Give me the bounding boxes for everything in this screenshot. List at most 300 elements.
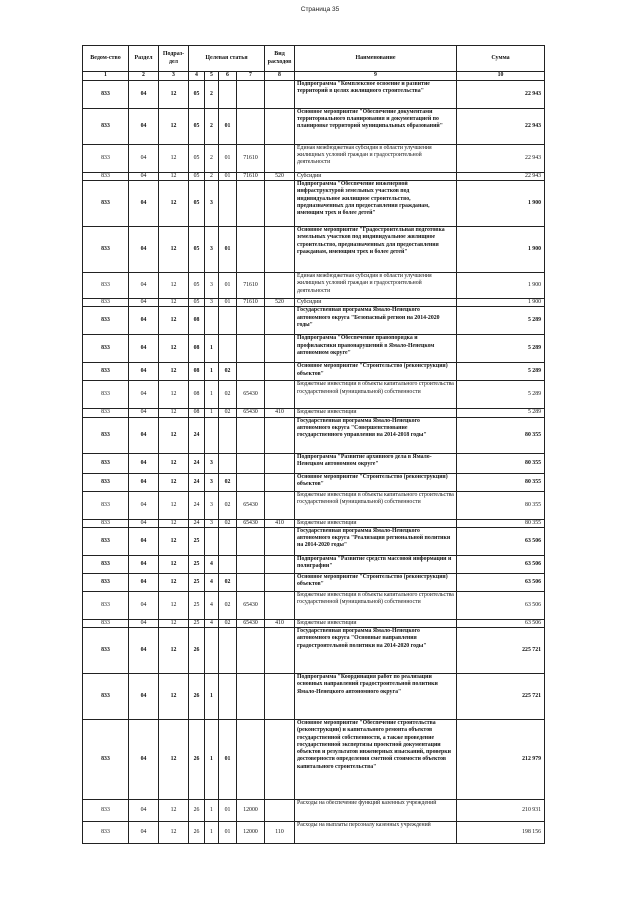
podrazdel-cell: 12 bbox=[159, 417, 189, 453]
ved-cell: 833 bbox=[83, 273, 129, 299]
event-code-cell: 02 bbox=[219, 591, 237, 619]
expense-type-cell bbox=[265, 81, 295, 109]
program-code-cell: 25 bbox=[189, 591, 205, 619]
sum-cell: 5 289 bbox=[457, 363, 545, 381]
name-cell: Бюджетные инвестиции bbox=[295, 619, 457, 627]
table-row bbox=[83, 173, 545, 181]
podrazdel-cell: 12 bbox=[159, 591, 189, 619]
expense-type-cell bbox=[265, 335, 295, 363]
program-code-cell: 24 bbox=[189, 519, 205, 527]
podrazdel-cell: 12 bbox=[159, 307, 189, 335]
name-cell: Бюджетные инвестиции bbox=[295, 409, 457, 417]
direction-code-cell bbox=[237, 555, 265, 573]
name-cell: Государственная программа Ямало-Ненецкого автономного округа "Основные направления градостроительной политики на 2014-2020 годы" bbox=[295, 628, 457, 674]
subprogram-code-cell: 3 bbox=[205, 519, 219, 527]
program-code-cell: 24 bbox=[189, 453, 205, 473]
ved-cell: 833 bbox=[83, 800, 129, 822]
razdel-cell: 04 bbox=[129, 417, 159, 453]
name-cell: Бюджетные инвестиции в объекты капитального строительства государственной (муниципальной) собственности bbox=[295, 491, 457, 519]
sum-cell: 212 979 bbox=[457, 720, 545, 800]
event-code-cell bbox=[219, 81, 237, 109]
program-code-cell: 05 bbox=[189, 173, 205, 181]
sum-cell: 80 355 bbox=[457, 519, 545, 527]
direction-code-cell: 71610 bbox=[237, 299, 265, 307]
table-row bbox=[83, 145, 545, 173]
ved-cell: 833 bbox=[83, 628, 129, 674]
subprogram-code-cell: 2 bbox=[205, 173, 219, 181]
event-code-cell: 01 bbox=[219, 299, 237, 307]
razdel-cell: 04 bbox=[129, 299, 159, 307]
program-code-cell: 25 bbox=[189, 573, 205, 591]
event-code-cell: 02 bbox=[219, 573, 237, 591]
table-row bbox=[83, 519, 545, 527]
name-cell: Расходы на выплаты персоналу казенных учреждений bbox=[295, 822, 457, 844]
table-row bbox=[83, 409, 545, 417]
name-cell: Единая межбюджетная субсидия в области улучшения жилищных условий граждан и градостроительной деятельности bbox=[295, 273, 457, 299]
direction-code-cell bbox=[237, 417, 265, 453]
subprogram-code-cell bbox=[205, 527, 219, 555]
program-code-cell: 08 bbox=[189, 307, 205, 335]
direction-code-cell bbox=[237, 363, 265, 381]
direction-code-cell bbox=[237, 473, 265, 491]
table-row bbox=[83, 363, 545, 381]
razdel-cell: 04 bbox=[129, 800, 159, 822]
name-cell: Подпрограмма "Развитие архивного дела в Ямало-Ненецком автономном округе" bbox=[295, 453, 457, 473]
razdel-cell: 04 bbox=[129, 227, 159, 273]
program-code-cell: 05 bbox=[189, 81, 205, 109]
event-code-cell: 02 bbox=[219, 473, 237, 491]
expense-type-cell bbox=[265, 527, 295, 555]
subprogram-code-cell: 1 bbox=[205, 800, 219, 822]
direction-code-cell: 12000 bbox=[237, 800, 265, 822]
razdel-cell: 04 bbox=[129, 363, 159, 381]
ved-cell: 833 bbox=[83, 173, 129, 181]
table-row bbox=[83, 628, 545, 674]
subprogram-code-cell: 1 bbox=[205, 381, 219, 409]
expense-type-cell bbox=[265, 591, 295, 619]
event-code-cell: 02 bbox=[219, 619, 237, 627]
sum-cell: 1 900 bbox=[457, 273, 545, 299]
direction-code-cell: 65430 bbox=[237, 619, 265, 627]
direction-code-cell bbox=[237, 720, 265, 800]
ved-cell: 833 bbox=[83, 473, 129, 491]
event-code-cell bbox=[219, 674, 237, 720]
event-code-cell: 01 bbox=[219, 822, 237, 844]
podrazdel-cell: 12 bbox=[159, 299, 189, 307]
ved-cell: 833 bbox=[83, 299, 129, 307]
table-row bbox=[83, 555, 545, 573]
header-podrazdel: Подраз-дел bbox=[159, 46, 189, 72]
expense-type-cell bbox=[265, 273, 295, 299]
colnum: 7 bbox=[237, 72, 265, 81]
ved-cell: 833 bbox=[83, 527, 129, 555]
podrazdel-cell: 12 bbox=[159, 519, 189, 527]
expense-type-cell bbox=[265, 573, 295, 591]
razdel-cell: 04 bbox=[129, 555, 159, 573]
program-code-cell: 26 bbox=[189, 800, 205, 822]
subprogram-code-cell: 3 bbox=[205, 227, 219, 273]
sum-cell: 5 289 bbox=[457, 409, 545, 417]
podrazdel-cell: 12 bbox=[159, 181, 189, 227]
expense-type-cell: 410 bbox=[265, 519, 295, 527]
subprogram-code-cell: 3 bbox=[205, 299, 219, 307]
table-row bbox=[83, 800, 545, 822]
razdel-cell: 04 bbox=[129, 453, 159, 473]
sum-cell: 22 943 bbox=[457, 109, 545, 145]
program-code-cell: 26 bbox=[189, 628, 205, 674]
colnum: 1 bbox=[83, 72, 129, 81]
expense-type-cell bbox=[265, 628, 295, 674]
name-cell: Субсидии bbox=[295, 299, 457, 307]
program-code-cell: 24 bbox=[189, 417, 205, 453]
table-row bbox=[83, 674, 545, 720]
podrazdel-cell: 12 bbox=[159, 555, 189, 573]
sum-cell: 1 900 bbox=[457, 299, 545, 307]
direction-code-cell: 71610 bbox=[237, 173, 265, 181]
event-code-cell: 02 bbox=[219, 409, 237, 417]
direction-code-cell: 71610 bbox=[237, 145, 265, 173]
subprogram-code-cell: 1 bbox=[205, 335, 219, 363]
program-code-cell: 26 bbox=[189, 822, 205, 844]
colnum: 6 bbox=[219, 72, 237, 81]
expense-type-cell bbox=[265, 555, 295, 573]
name-cell: Подпрограмма "Развитие средств массовой информации и полиграфии" bbox=[295, 555, 457, 573]
subprogram-code-cell: 3 bbox=[205, 491, 219, 519]
podrazdel-cell: 12 bbox=[159, 363, 189, 381]
sum-cell: 80 355 bbox=[457, 417, 545, 453]
expense-type-cell: 410 bbox=[265, 409, 295, 417]
sum-cell: 5 289 bbox=[457, 335, 545, 363]
program-code-cell: 05 bbox=[189, 273, 205, 299]
razdel-cell: 04 bbox=[129, 491, 159, 519]
event-code-cell: 01 bbox=[219, 720, 237, 800]
sum-cell: 80 355 bbox=[457, 491, 545, 519]
sum-cell: 63 506 bbox=[457, 573, 545, 591]
table-row bbox=[83, 453, 545, 473]
table-row bbox=[83, 591, 545, 619]
expense-type-cell bbox=[265, 307, 295, 335]
direction-code-cell bbox=[237, 109, 265, 145]
sum-cell: 63 506 bbox=[457, 591, 545, 619]
program-code-cell: 24 bbox=[189, 491, 205, 519]
event-code-cell bbox=[219, 453, 237, 473]
name-cell: Основное мероприятие "Строительство (реконструкция) объектов" bbox=[295, 573, 457, 591]
event-code-cell: 02 bbox=[219, 491, 237, 519]
program-code-cell: 05 bbox=[189, 145, 205, 173]
expense-type-cell: 520 bbox=[265, 173, 295, 181]
header-name: Наименование bbox=[295, 46, 457, 72]
program-code-cell: 05 bbox=[189, 109, 205, 145]
sum-cell: 225 721 bbox=[457, 674, 545, 720]
event-code-cell bbox=[219, 628, 237, 674]
ved-cell: 833 bbox=[83, 109, 129, 145]
subprogram-code-cell: 2 bbox=[205, 81, 219, 109]
sum-cell: 63 506 bbox=[457, 555, 545, 573]
table-row bbox=[83, 81, 545, 109]
header-sum: Сумма bbox=[457, 46, 545, 72]
subprogram-code-cell: 3 bbox=[205, 473, 219, 491]
column-number-row bbox=[83, 72, 545, 81]
subprogram-code-cell: 4 bbox=[205, 555, 219, 573]
sum-cell: 22 943 bbox=[457, 173, 545, 181]
table-row bbox=[83, 417, 545, 453]
table-row bbox=[83, 491, 545, 519]
expense-type-cell bbox=[265, 109, 295, 145]
table-row bbox=[83, 335, 545, 363]
podrazdel-cell: 12 bbox=[159, 628, 189, 674]
podrazdel-cell: 12 bbox=[159, 453, 189, 473]
direction-code-cell bbox=[237, 181, 265, 227]
direction-code-cell bbox=[237, 527, 265, 555]
razdel-cell: 04 bbox=[129, 619, 159, 627]
direction-code-cell bbox=[237, 453, 265, 473]
ved-cell: 833 bbox=[83, 822, 129, 844]
name-cell: Основное мероприятие "Строительство (реконструкция) объектов" bbox=[295, 363, 457, 381]
table-row bbox=[83, 720, 545, 800]
subprogram-code-cell: 1 bbox=[205, 409, 219, 417]
event-code-cell bbox=[219, 335, 237, 363]
ved-cell: 833 bbox=[83, 591, 129, 619]
ved-cell: 833 bbox=[83, 573, 129, 591]
header-target: Целевая статья bbox=[189, 46, 265, 72]
sum-cell: 210 931 bbox=[457, 800, 545, 822]
subprogram-code-cell: 4 bbox=[205, 619, 219, 627]
ved-cell: 833 bbox=[83, 491, 129, 519]
subprogram-code-cell: 1 bbox=[205, 674, 219, 720]
expense-type-cell: 110 bbox=[265, 822, 295, 844]
ved-cell: 833 bbox=[83, 81, 129, 109]
razdel-cell: 04 bbox=[129, 307, 159, 335]
ved-cell: 833 bbox=[83, 519, 129, 527]
program-code-cell: 08 bbox=[189, 381, 205, 409]
program-code-cell: 05 bbox=[189, 181, 205, 227]
direction-code-cell: 71610 bbox=[237, 273, 265, 299]
sum-cell: 80 355 bbox=[457, 453, 545, 473]
event-code-cell bbox=[219, 181, 237, 227]
podrazdel-cell: 12 bbox=[159, 527, 189, 555]
razdel-cell: 04 bbox=[129, 145, 159, 173]
table-row bbox=[83, 181, 545, 227]
podrazdel-cell: 12 bbox=[159, 720, 189, 800]
table-row bbox=[83, 299, 545, 307]
event-code-cell: 01 bbox=[219, 145, 237, 173]
ved-cell: 833 bbox=[83, 227, 129, 273]
subprogram-code-cell: 1 bbox=[205, 363, 219, 381]
direction-code-cell bbox=[237, 628, 265, 674]
razdel-cell: 04 bbox=[129, 527, 159, 555]
direction-code-cell: 65430 bbox=[237, 381, 265, 409]
program-code-cell: 08 bbox=[189, 409, 205, 417]
program-code-cell: 25 bbox=[189, 555, 205, 573]
program-code-cell: 26 bbox=[189, 674, 205, 720]
podrazdel-cell: 12 bbox=[159, 409, 189, 417]
sum-cell: 63 506 bbox=[457, 527, 545, 555]
table-row bbox=[83, 473, 545, 491]
expense-type-cell bbox=[265, 800, 295, 822]
sum-cell: 80 355 bbox=[457, 473, 545, 491]
event-code-cell bbox=[219, 555, 237, 573]
name-cell: Подпрограмма "Комплексное освоение и развитие территорий в целях жилищного строительства" bbox=[295, 81, 457, 109]
colnum: 3 bbox=[159, 72, 189, 81]
ved-cell: 833 bbox=[83, 417, 129, 453]
expense-type-cell bbox=[265, 491, 295, 519]
event-code-cell bbox=[219, 307, 237, 335]
sum-cell: 225 721 bbox=[457, 628, 545, 674]
direction-code-cell: 12000 bbox=[237, 822, 265, 844]
name-cell: Бюджетные инвестиции bbox=[295, 519, 457, 527]
ved-cell: 833 bbox=[83, 674, 129, 720]
ved-cell: 833 bbox=[83, 453, 129, 473]
colnum: 4 bbox=[189, 72, 205, 81]
podrazdel-cell: 12 bbox=[159, 473, 189, 491]
direction-code-cell bbox=[237, 307, 265, 335]
table-row bbox=[83, 109, 545, 145]
podrazdel-cell: 12 bbox=[159, 145, 189, 173]
ved-cell: 833 bbox=[83, 181, 129, 227]
name-cell: Бюджетные инвестиции в объекты капитального строительства государственной (муниципальной) собственности bbox=[295, 381, 457, 409]
name-cell: Подпрограмма "Координация работ по реализации основных направлений градостроительной политики Ямало-Ненецкого автономного округа" bbox=[295, 674, 457, 720]
ved-cell: 833 bbox=[83, 335, 129, 363]
sum-cell: 63 506 bbox=[457, 619, 545, 627]
name-cell: Основное мероприятие "Градостроительная подготовка земельных участков под индивидуальное жилищное строительство, предназначенных для предоставления гражданам, имеющим трех и более детей" bbox=[295, 227, 457, 273]
event-code-cell: 01 bbox=[219, 800, 237, 822]
razdel-cell: 04 bbox=[129, 473, 159, 491]
name-cell: Основное мероприятие "Строительство (реконструкция) объектов" bbox=[295, 473, 457, 491]
table-row bbox=[83, 527, 545, 555]
direction-code-cell bbox=[237, 227, 265, 273]
page-number: Страница 35 bbox=[300, 6, 340, 13]
expense-type-cell bbox=[265, 381, 295, 409]
razdel-cell: 04 bbox=[129, 519, 159, 527]
table-row bbox=[83, 573, 545, 591]
expense-type-cell bbox=[265, 145, 295, 173]
program-code-cell: 24 bbox=[189, 473, 205, 491]
name-cell: Подпрограмма "Обеспечение инженерной инфраструктурой земельных участков под индивидуальное жилищное строительство, предназначенных для предоставления гражданам, имеющим трех и более детей" bbox=[295, 181, 457, 227]
name-cell: Основное мероприятие "Обеспечение строительства (реконструкции) и капитального ремонта объектов государственной собственности, а также проведение государственной экспертизы проектной документации объектов и результатов инженерных изысканий, проверки достоверности определения сметной стоимости объектов капитального строительства" bbox=[295, 720, 457, 800]
podrazdel-cell: 12 bbox=[159, 381, 189, 409]
colnum: 10 bbox=[457, 72, 545, 81]
ved-cell: 833 bbox=[83, 555, 129, 573]
direction-code-cell: 65430 bbox=[237, 519, 265, 527]
name-cell: Бюджетные инвестиции в объекты капитального строительства государственной (муниципальной) собственности bbox=[295, 591, 457, 619]
subprogram-code-cell: 2 bbox=[205, 109, 219, 145]
ved-cell: 833 bbox=[83, 381, 129, 409]
expense-type-cell bbox=[265, 674, 295, 720]
header-razdel: Раздел bbox=[129, 46, 159, 72]
podrazdel-cell: 12 bbox=[159, 800, 189, 822]
sum-cell: 5 289 bbox=[457, 307, 545, 335]
name-cell: Государственная программа Ямало-Ненецкого автономного округа "Безопасный регион на 2014-2020 годы" bbox=[295, 307, 457, 335]
header-ved: Ведом-ство bbox=[83, 46, 129, 72]
razdel-cell: 04 bbox=[129, 822, 159, 844]
subprogram-code-cell bbox=[205, 417, 219, 453]
program-code-cell: 25 bbox=[189, 619, 205, 627]
program-code-cell: 05 bbox=[189, 299, 205, 307]
podrazdel-cell: 12 bbox=[159, 674, 189, 720]
expense-type-cell: 410 bbox=[265, 619, 295, 627]
direction-code-cell: 65430 bbox=[237, 491, 265, 519]
podrazdel-cell: 12 bbox=[159, 109, 189, 145]
subprogram-code-cell: 4 bbox=[205, 591, 219, 619]
direction-code-cell bbox=[237, 674, 265, 720]
subprogram-code-cell: 1 bbox=[205, 822, 219, 844]
table-row bbox=[83, 307, 545, 335]
event-code-cell bbox=[219, 417, 237, 453]
subprogram-code-cell: 3 bbox=[205, 181, 219, 227]
event-code-cell: 01 bbox=[219, 109, 237, 145]
ved-cell: 833 bbox=[83, 409, 129, 417]
table-row bbox=[83, 381, 545, 409]
razdel-cell: 04 bbox=[129, 628, 159, 674]
podrazdel-cell: 12 bbox=[159, 335, 189, 363]
event-code-cell: 02 bbox=[219, 519, 237, 527]
name-cell: Субсидии bbox=[295, 173, 457, 181]
razdel-cell: 04 bbox=[129, 335, 159, 363]
expense-type-cell bbox=[265, 417, 295, 453]
event-code-cell: 01 bbox=[219, 227, 237, 273]
expense-type-cell bbox=[265, 227, 295, 273]
subprogram-code-cell: 3 bbox=[205, 453, 219, 473]
subprogram-code-cell: 4 bbox=[205, 573, 219, 591]
direction-code-cell: 65430 bbox=[237, 409, 265, 417]
expense-type-cell: 520 bbox=[265, 299, 295, 307]
podrazdel-cell: 12 bbox=[159, 491, 189, 519]
ved-cell: 833 bbox=[83, 720, 129, 800]
razdel-cell: 04 bbox=[129, 591, 159, 619]
expense-type-cell bbox=[265, 453, 295, 473]
name-cell: Подпрограмма "Обеспечение правопорядка и профилактики правонарушений в Ямало-Ненецком автономном округе" bbox=[295, 335, 457, 363]
razdel-cell: 04 bbox=[129, 109, 159, 145]
table-row bbox=[83, 822, 545, 844]
subprogram-code-cell bbox=[205, 628, 219, 674]
podrazdel-cell: 12 bbox=[159, 81, 189, 109]
colnum: 8 bbox=[265, 72, 295, 81]
podrazdel-cell: 12 bbox=[159, 173, 189, 181]
podrazdel-cell: 12 bbox=[159, 227, 189, 273]
sum-cell: 5 289 bbox=[457, 381, 545, 409]
name-cell: Основное мероприятие "Обеспечение документами территориального планирования и документацией по планировке территорий муниципальных образований" bbox=[295, 109, 457, 145]
subprogram-code-cell bbox=[205, 307, 219, 335]
ved-cell: 833 bbox=[83, 619, 129, 627]
header-vid: Вид расходов bbox=[265, 46, 295, 72]
event-code-cell: 01 bbox=[219, 173, 237, 181]
budget-table bbox=[82, 45, 545, 844]
name-cell: Государственная программа Ямало-Ненецкого автономного округа "Реализация региональной политики на 2014-2020 годы" bbox=[295, 527, 457, 555]
sum-cell: 1 900 bbox=[457, 227, 545, 273]
subprogram-code-cell: 3 bbox=[205, 273, 219, 299]
table-row bbox=[83, 619, 545, 627]
colnum: 5 bbox=[205, 72, 219, 81]
direction-code-cell bbox=[237, 81, 265, 109]
event-code-cell: 02 bbox=[219, 363, 237, 381]
expense-type-cell bbox=[265, 473, 295, 491]
colnum: 2 bbox=[129, 72, 159, 81]
ved-cell: 833 bbox=[83, 307, 129, 335]
program-code-cell: 08 bbox=[189, 335, 205, 363]
expense-type-cell bbox=[265, 181, 295, 227]
razdel-cell: 04 bbox=[129, 409, 159, 417]
subprogram-code-cell: 2 bbox=[205, 145, 219, 173]
subprogram-code-cell: 1 bbox=[205, 720, 219, 800]
ved-cell: 833 bbox=[83, 363, 129, 381]
name-cell: Единая межбюджетная субсидия в области улучшения жилищных условий граждан и градостроительной деятельности bbox=[295, 145, 457, 173]
expense-type-cell bbox=[265, 363, 295, 381]
ved-cell: 833 bbox=[83, 145, 129, 173]
razdel-cell: 04 bbox=[129, 173, 159, 181]
razdel-cell: 04 bbox=[129, 273, 159, 299]
sum-cell: 22 943 bbox=[457, 81, 545, 109]
sum-cell: 22 943 bbox=[457, 145, 545, 173]
